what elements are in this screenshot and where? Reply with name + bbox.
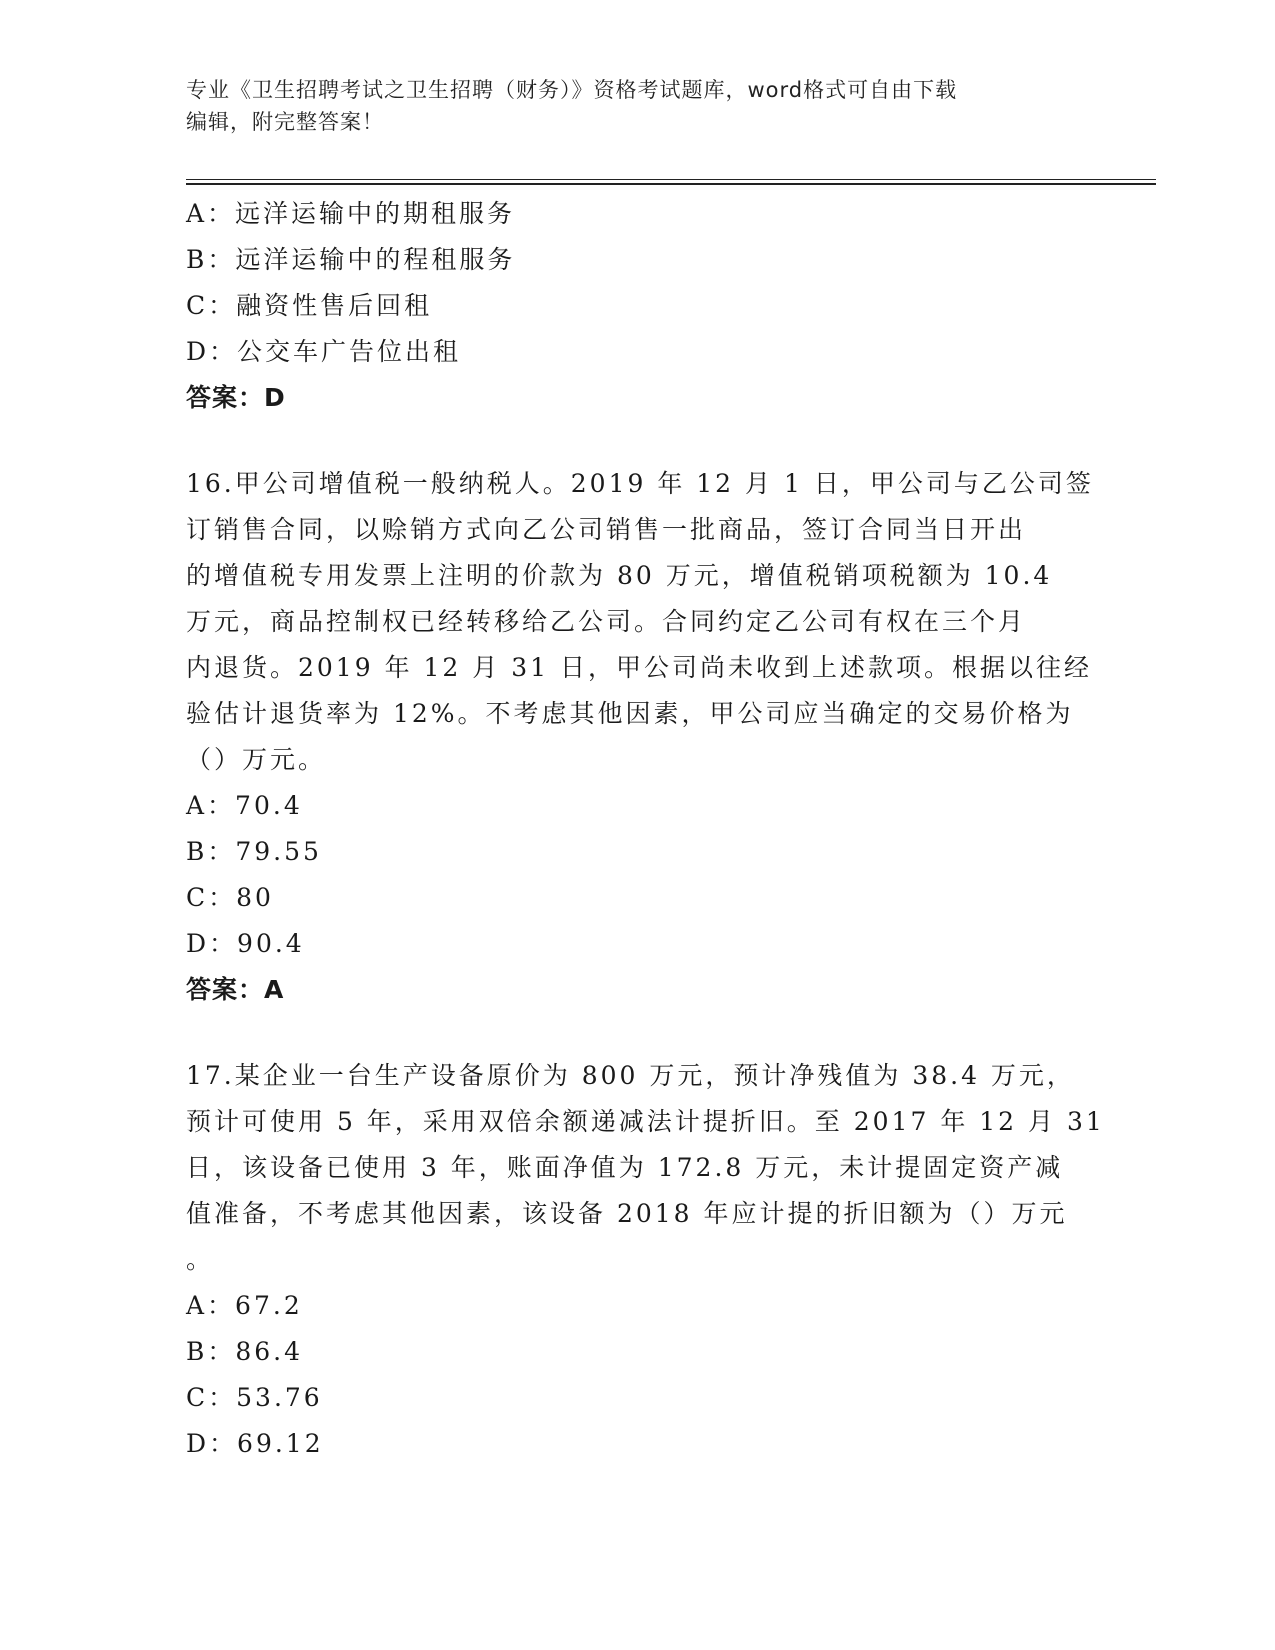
- header-line-2: 编辑，附完整答案！: [186, 110, 384, 134]
- document-content: [186, 191, 1105, 1467]
- option-c: C：融资性售后回租: [186, 291, 433, 320]
- question-text-line: 内退货。2019 年 12 月 31 日，甲公司尚未收到上述款项。根据以往经: [186, 653, 1092, 682]
- option-a: A：远洋运输中的期租服务: [186, 199, 516, 228]
- question-text-line: 订销售合同，以赊销方式向乙公司销售一批商品，签订合同当日开出: [186, 515, 1027, 544]
- question-text-line: 17.某企业一台生产设备原价为 800 万元，预计净残值为 38.4 万元，: [186, 1061, 1075, 1090]
- header-rule-thin: [186, 179, 1156, 180]
- option-d: D：公交车广告位出租: [186, 337, 462, 366]
- question-text-line: 。: [186, 1245, 215, 1274]
- question-text-line: （）万元。: [186, 745, 327, 774]
- question-text-line: 16.甲公司增值税一般纳税人。2019 年 12 月 1 日，甲公司与乙公司签: [186, 469, 1094, 498]
- header-line-1: 专业《卫生招聘考试之卫生招聘（财务）》资格考试题库，word格式可自由下载: [186, 78, 958, 102]
- option-b: B：远洋运输中的程租服务: [186, 245, 516, 274]
- question-text-line: 值准备，不考虑其他因素，该设备 2018 年应计提的折旧额为（）万元: [186, 1199, 1068, 1228]
- answer: 答案：D: [186, 383, 286, 412]
- document-header: [186, 74, 1066, 138]
- question-17: [186, 1053, 1105, 1467]
- option-b: B：79.55: [186, 837, 322, 866]
- spacer: [186, 421, 1086, 461]
- option-c: C：80: [186, 883, 274, 912]
- option-c: C：53.76: [186, 1383, 323, 1412]
- option-a: A：67.2: [186, 1291, 303, 1320]
- answer: 答案：A: [186, 975, 285, 1004]
- question-text-line: 日，该设备已使用 3 年，账面净值为 172.8 万元，未计提固定资产减: [186, 1153, 1064, 1182]
- question-text-line: 万元，商品控制权已经转移给乙公司。合同约定乙公司有权在三个月: [186, 607, 1027, 636]
- spacer: [186, 1013, 1086, 1053]
- option-a: A：70.4: [186, 791, 303, 820]
- option-d: D：90.4: [186, 929, 305, 958]
- option-d: D：69.12: [186, 1429, 324, 1458]
- header-rule-thick: [186, 183, 1156, 185]
- question-text-line: 的增值税专用发票上注明的价款为 80 万元，增值税销项税额为 10.4: [186, 561, 1053, 590]
- question-text-line: 验估计退货率为 12%。不考虑其他因素，甲公司应当确定的交易价格为: [186, 699, 1074, 728]
- option-b: B：86.4: [186, 1337, 304, 1366]
- question-text-line: 预计可使用 5 年，采用双倍余额递减法计提折旧。至 2017 年 12 月 31: [186, 1107, 1105, 1136]
- question-16: [186, 461, 1094, 1013]
- prev-question: [186, 191, 1086, 421]
